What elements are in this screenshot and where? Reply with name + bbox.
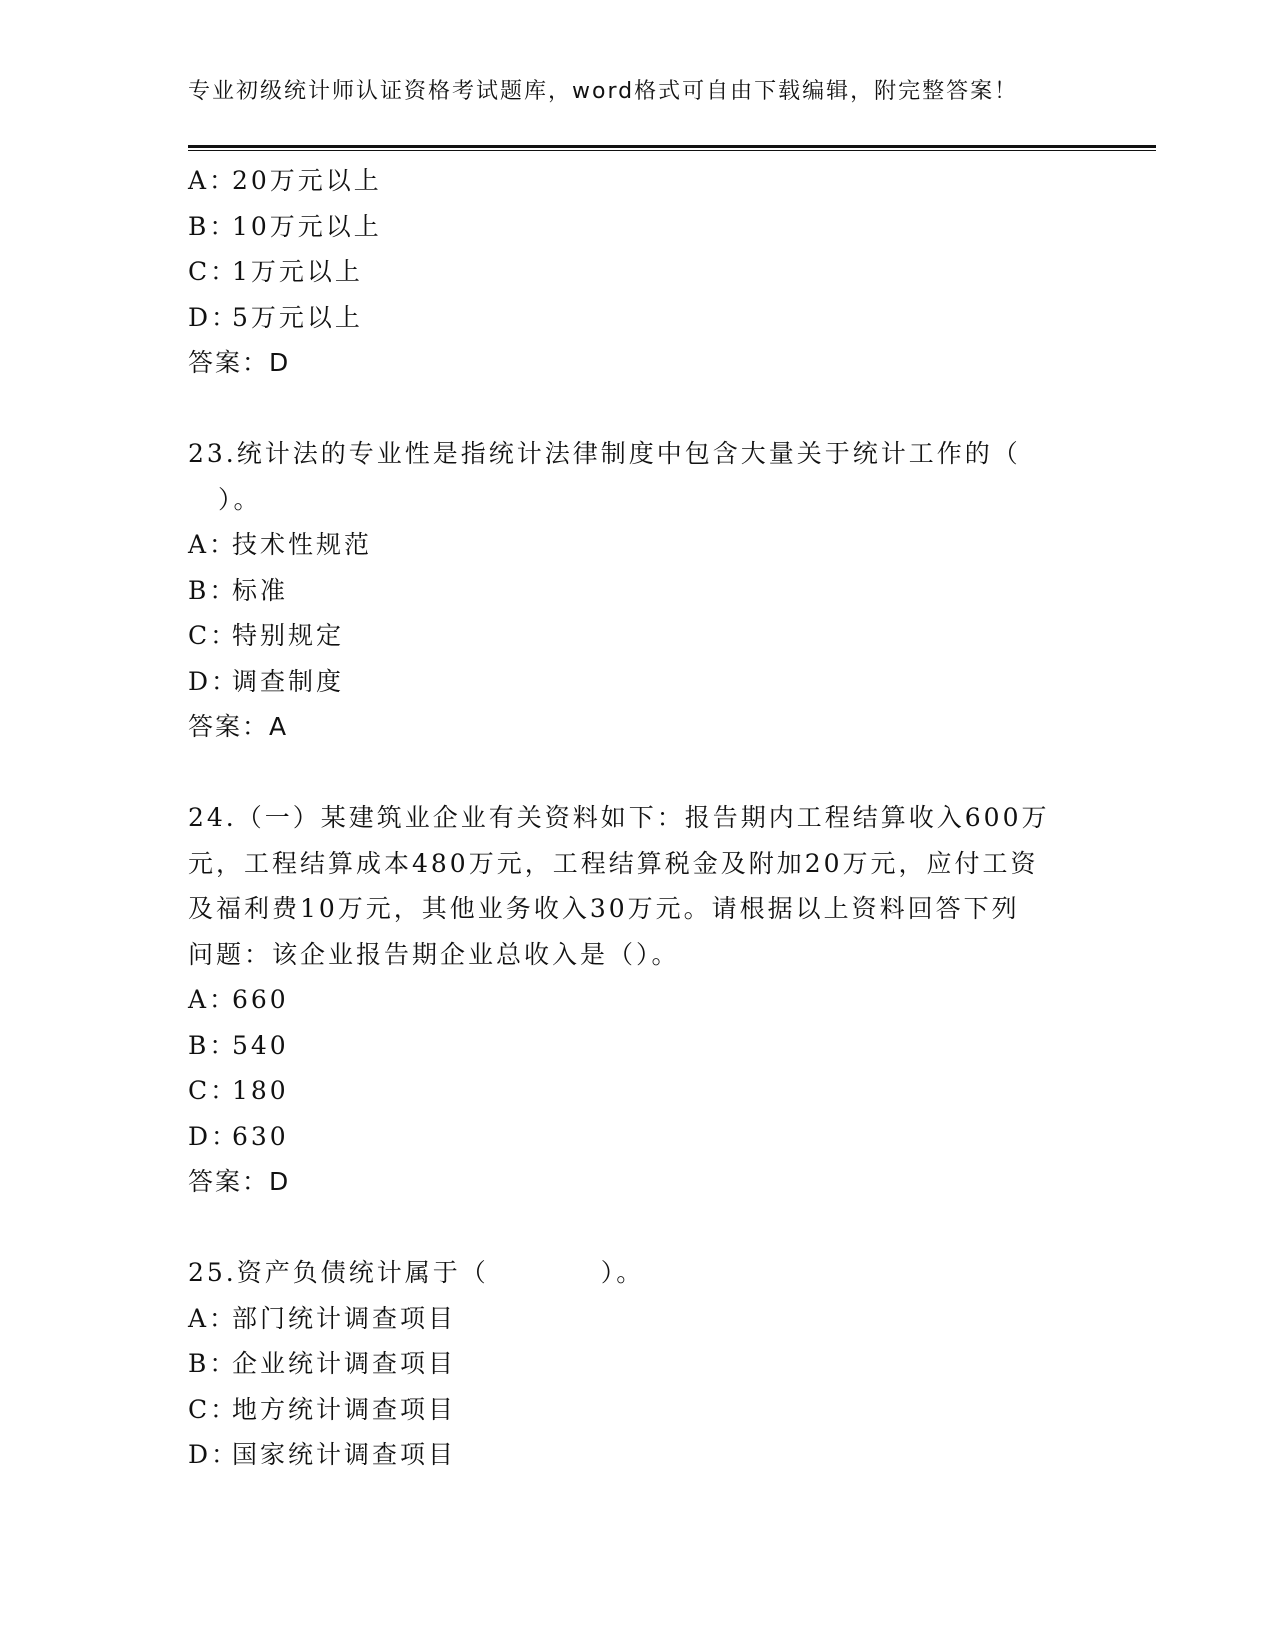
option-label: A： bbox=[188, 1303, 238, 1333]
header-rule-thick bbox=[188, 145, 1156, 148]
option-label: B： bbox=[188, 1349, 238, 1378]
option-a bbox=[188, 522, 1088, 568]
spacer bbox=[188, 1205, 1088, 1251]
question-25 bbox=[188, 1250, 1088, 1478]
option-d bbox=[188, 1114, 1088, 1160]
option-b bbox=[188, 1023, 1088, 1069]
option-b bbox=[188, 568, 1088, 614]
option-d bbox=[188, 295, 1088, 341]
option-text: 调查制度 bbox=[232, 666, 345, 696]
option-text: 部门统计调查项目 bbox=[232, 1303, 457, 1333]
option-a bbox=[188, 158, 1088, 204]
question-text-continued: ）。 bbox=[218, 484, 262, 514]
option-label: D： bbox=[188, 1121, 240, 1151]
spacer bbox=[188, 750, 1088, 796]
option-b bbox=[188, 204, 1088, 250]
option-label: B： bbox=[188, 1030, 238, 1060]
question-content bbox=[188, 158, 1088, 1478]
header-rule-thin bbox=[188, 150, 1156, 151]
option-text: 1万元以上 bbox=[232, 257, 363, 286]
option-text: 20万元以上 bbox=[232, 166, 382, 195]
option-text: 企业统计调查项目 bbox=[232, 1349, 457, 1378]
option-label: C： bbox=[188, 257, 239, 286]
option-label: B： bbox=[188, 575, 238, 605]
option-text: 特别规定 bbox=[232, 621, 345, 650]
option-c bbox=[188, 1068, 1088, 1114]
answer-text: 答案：D bbox=[188, 1167, 291, 1196]
option-c bbox=[188, 1387, 1088, 1433]
option-label: C： bbox=[188, 621, 239, 650]
option-c bbox=[188, 613, 1088, 659]
option-c bbox=[188, 249, 1088, 295]
option-a bbox=[188, 1296, 1088, 1342]
page-header-title: 专业初级统计师认证资格考试题库，word格式可自由下载编辑，附完整答案！ bbox=[188, 79, 1019, 104]
option-b bbox=[188, 1341, 1088, 1387]
option-label: D： bbox=[188, 302, 240, 332]
option-label: D： bbox=[188, 666, 240, 696]
question-text: 23.统计法的专业性是指统计法律制度中包含大量关于统计工作的（ bbox=[188, 439, 1021, 468]
option-label: C： bbox=[188, 1076, 239, 1105]
option-text: 10万元以上 bbox=[232, 211, 382, 241]
option-d bbox=[188, 1432, 1088, 1478]
option-label: A： bbox=[188, 530, 238, 559]
option-text: 660 bbox=[232, 985, 289, 1014]
option-text: 技术性规范 bbox=[232, 530, 373, 559]
option-a bbox=[188, 977, 1088, 1023]
option-text: 630 bbox=[232, 1121, 289, 1151]
question-text: 25.资产负债统计属于（ ）。 bbox=[188, 1258, 645, 1287]
answer-text: 答案：A bbox=[188, 712, 289, 741]
question-text-continued: 及福利费10万元，其他业务收入30万元。请根据以上资料回答下列 bbox=[188, 894, 1020, 923]
question-23 bbox=[188, 431, 1088, 750]
option-label: A： bbox=[188, 166, 238, 195]
question-text: 24.（一）某建筑业企业有关资料如下：报告期内工程结算收入600万 bbox=[188, 803, 1050, 832]
option-text: 标准 bbox=[232, 575, 289, 605]
option-text: 国家统计调查项目 bbox=[232, 1440, 457, 1469]
option-label: B： bbox=[188, 211, 238, 241]
option-label: A： bbox=[188, 985, 238, 1014]
option-label: D： bbox=[188, 1440, 240, 1469]
question-24 bbox=[188, 795, 1088, 1205]
spacer bbox=[188, 386, 1088, 432]
question-text-continued: 问题：该企业报告期企业总收入是（）。 bbox=[188, 939, 680, 969]
option-d bbox=[188, 659, 1088, 705]
option-text: 540 bbox=[232, 1030, 289, 1060]
answer-text: 答案：D bbox=[188, 348, 291, 377]
continued-question bbox=[188, 158, 1088, 386]
option-text: 180 bbox=[232, 1076, 289, 1105]
option-text: 地方统计调查项目 bbox=[232, 1394, 457, 1424]
option-text: 5万元以上 bbox=[232, 302, 363, 332]
option-label: C： bbox=[188, 1394, 239, 1424]
question-text-continued: 元，工程结算成本480万元，工程结算税金及附加20万元，应付工资 bbox=[188, 848, 1039, 878]
